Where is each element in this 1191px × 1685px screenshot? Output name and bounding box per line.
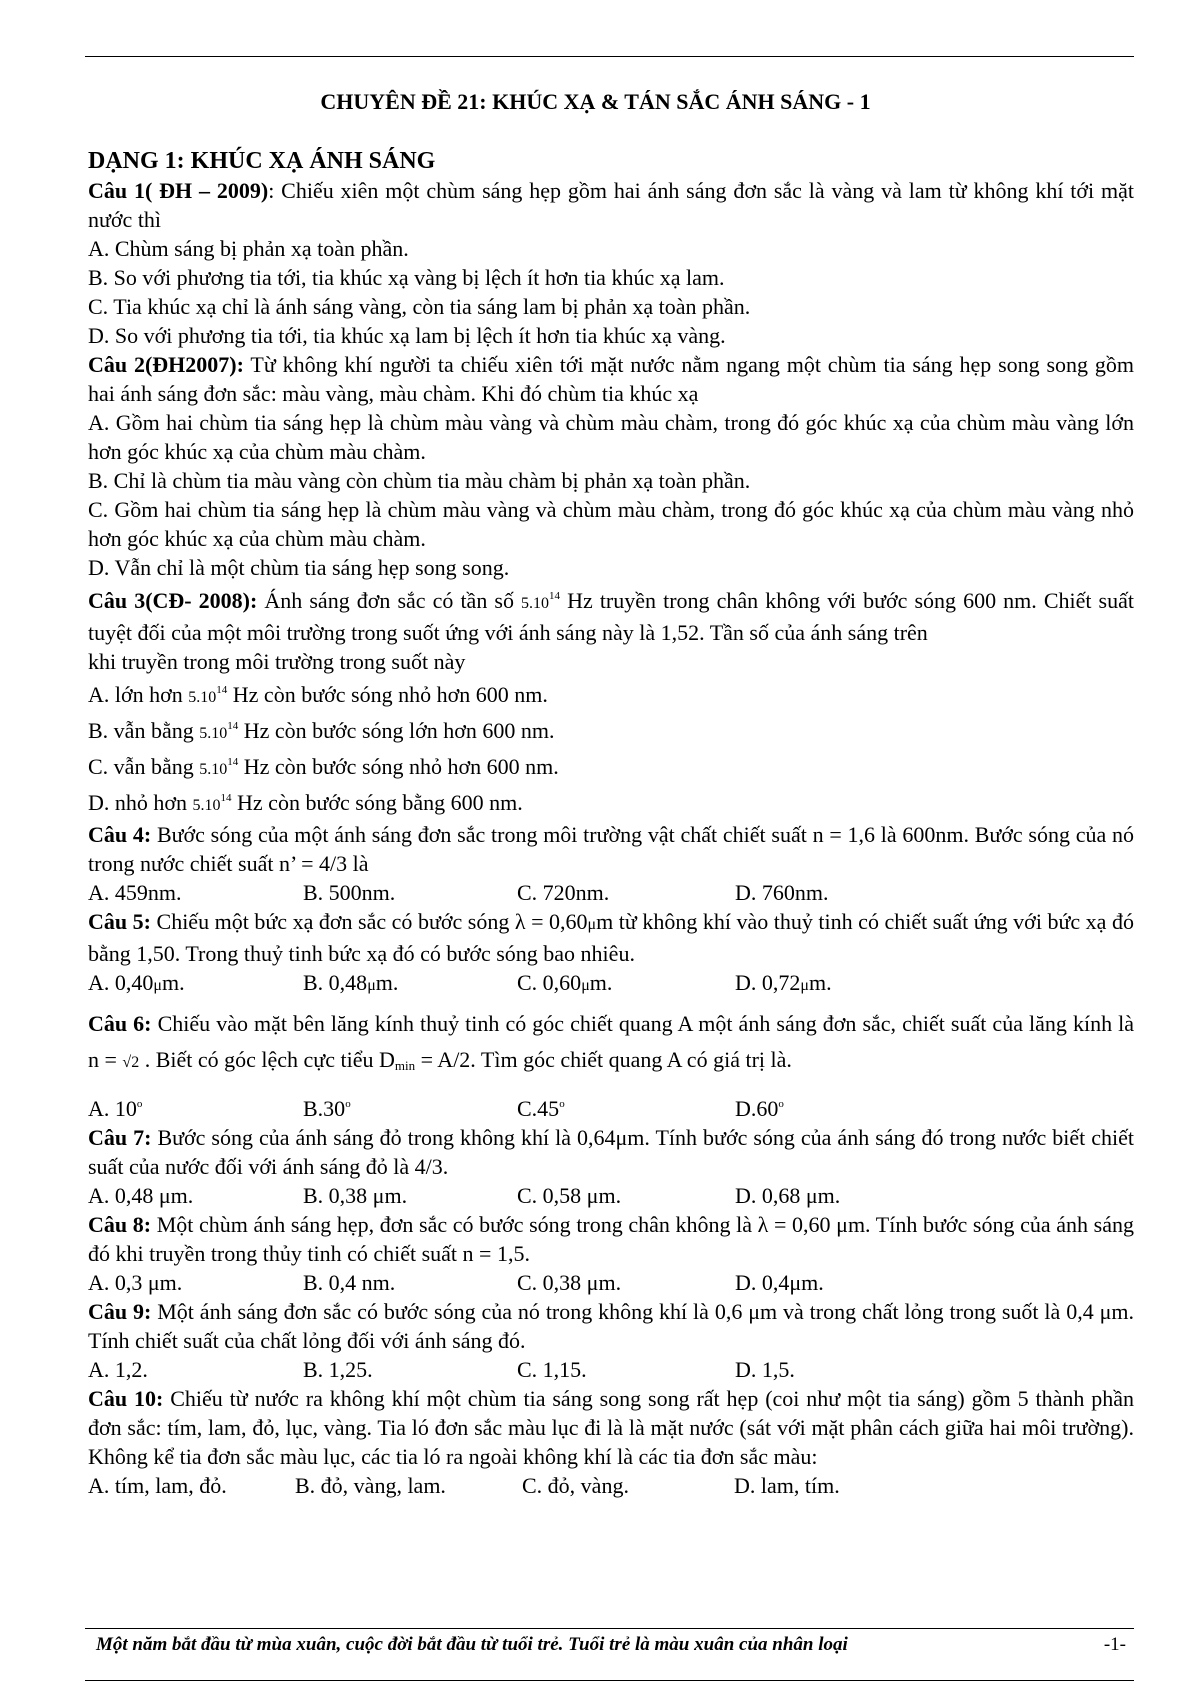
option-b: B. 500nm. [303, 880, 396, 905]
frequency-value: 5.10 [188, 689, 217, 706]
option-text: D. nhỏ hơn [88, 790, 193, 815]
question-label: Câu 10: [88, 1386, 164, 1411]
frequency-exponent: 14 [549, 590, 561, 602]
sqrt-expression: √2 [122, 1054, 140, 1071]
option-text: C. 0,60 [517, 970, 582, 995]
question-text: Chiếu từ nước ra không khí một chùm tia sáng song song rất hẹp (coi như một tia sáng) gồm 5 thành phần đơn sắc: tím, lam, đỏ, lục, vàng. Tia ló đơn sắc màu lục đi là là mặt nước (sát với mặt phân cách giữa hai môi trường). Không kể tia đơn sắc màu lục, các tia ló ra ngoài không khí là các tia đơn sắc màu: [88, 1386, 1135, 1469]
option-d: D. lam, tím. [734, 1473, 840, 1498]
frequency-value: 5.10 [521, 595, 550, 612]
option-d: D. 1,5. [735, 1357, 795, 1382]
option-c [517, 968, 735, 1000]
option-text: Hz còn bước sóng bằng 600 nm. [231, 790, 523, 815]
frequency-value: 5.10 [192, 797, 221, 814]
option-c [517, 1090, 735, 1123]
mu-symbol: μ [800, 977, 809, 994]
question-label: Câu 1( ĐH – 2009) [88, 178, 269, 203]
degree-symbol: o [778, 1098, 784, 1110]
option-b [303, 968, 517, 1000]
question-2 [88, 350, 1134, 408]
option-b: B. 0,38 μm. [303, 1183, 408, 1208]
question-text: : Chiếu xiên một chùm sáng hẹp gồm hai ánh sáng đơn sắc là vàng và lam từ không khí tới mặt nước thì [88, 178, 1134, 232]
mu-symbol: μ [587, 916, 597, 933]
question-label: Câu 5: [88, 909, 151, 934]
frequency-exponent: 14 [220, 792, 232, 804]
question-text: = A/2. Tìm góc chiết quang A có giá trị là. [415, 1047, 792, 1072]
degree-symbol: o [136, 1098, 143, 1110]
option-text: Hz còn bước sóng nhỏ hơn 600 nm. [227, 682, 548, 707]
option-b: B. Chỉ là chùm tia màu vàng còn chùm tia màu chàm bị phản xạ toàn phần. [88, 468, 751, 493]
option-c: C. Tia khúc xạ chỉ là ánh sáng vàng, còn tia sáng lam bị phản xạ toàn phần. [88, 294, 751, 319]
document-body [88, 146, 1134, 1500]
question-8 [88, 1210, 1134, 1268]
option-text: C. vẫn bằng [88, 754, 200, 779]
degree-symbol: o [345, 1098, 351, 1110]
question-label: Câu 8: [88, 1212, 152, 1237]
frequency-exponent: 14 [216, 684, 228, 696]
footer-bottom-rule [85, 1680, 1134, 1681]
subscript-min: min [394, 1058, 416, 1073]
question-text: = 0,60 [525, 909, 588, 934]
option-text: C.45 [517, 1096, 560, 1121]
frequency-exponent: 14 [227, 720, 239, 732]
question-text: Hz truyền trong chân không với bước sóng 600 nm. Chiết suất tuyệt đối của một môi trường trong suốt ứng với ánh sáng này là 1,52. Tần số của ánh sáng trên [88, 588, 1134, 645]
option-text: Hz còn bước sóng lớn hơn 600 nm. [238, 718, 555, 743]
footer-rule [85, 1628, 1134, 1629]
option-a: A. 0,3 μm. [88, 1270, 183, 1295]
question-text-continued: khi truyền trong môi trường trong suốt này [88, 649, 466, 674]
question-7 [88, 1123, 1134, 1181]
footer-motto: Một năm bắt đầu từ mùa xuân, cuộc đời bắt đầu từ tuổi trẻ. Tuổi trẻ là màu xuân của nhân loại [96, 1634, 848, 1655]
question-1 [88, 176, 1134, 234]
option-d: D. 760nm. [735, 880, 829, 905]
option-b: B. So với phương tia tới, tia khúc xạ vàng bị lệch ít hơn tia khúc xạ lam. [88, 265, 725, 290]
option-a: A. 1,2. [88, 1357, 148, 1382]
question-4 [88, 820, 1134, 878]
frequency-value: 5.10 [199, 761, 228, 778]
option-a [88, 968, 303, 1000]
question-label: Câu 9: [88, 1299, 152, 1324]
frequency-exponent: 14 [227, 756, 239, 768]
section-heading: DẠNG 1: KHÚC XẠ ÁNH SÁNG [88, 148, 436, 174]
question-text: . Biết có góc lệch cực tiểu D [139, 1047, 395, 1072]
option-a: A. 459nm. [88, 880, 182, 905]
question-3 [88, 582, 1134, 647]
option-a: A. Gồm hai chùm tia sáng hẹp là chùm màu vàng và chùm màu chàm, trong đó góc khúc xạ của chùm màu vàng lớn hơn góc khúc xạ của chùm màu chàm. [88, 410, 1134, 464]
options-row [88, 968, 1134, 1000]
option-c: C. 0,38 μm. [517, 1270, 622, 1295]
option-b: B. 0,4 nm. [303, 1270, 396, 1295]
question-text: Từ không khí người ta chiếu xiên tới mặt nước nằm ngang một chùm tia sáng hẹp song song gồm hai ánh sáng đơn sắc: màu vàng, màu chàm. Khi đó chùm tia khúc xạ [88, 352, 1134, 406]
page-number: -1- [1103, 1634, 1126, 1655]
degree-symbol: o [559, 1098, 565, 1110]
option-c: C. Gồm hai chùm tia sáng hẹp là chùm màu vàng và chùm màu chàm, trong đó góc khúc xạ của chùm màu vàng nhỏ hơn góc khúc xạ của chùm màu chàm. [88, 497, 1134, 551]
question-9 [88, 1297, 1134, 1355]
option-text: A. 0,40 [88, 970, 154, 995]
option-a [88, 1090, 303, 1123]
lambda-symbol: λ [514, 909, 526, 934]
unit-text: m. [808, 970, 832, 995]
option-text: Hz còn bước sóng nhỏ hơn 600 nm. [238, 754, 559, 779]
option-d: D. 0,4μm. [735, 1270, 824, 1295]
page-title: CHUYÊN ĐỀ 21: KHÚC XẠ & TÁN SẮC ÁNH SÁNG - 1 [320, 89, 871, 114]
mu-symbol: μ [367, 977, 376, 994]
question-text: Bước sóng của một ánh sáng đơn sắc trong môi trường vật chất chiết suất n = 1,6 là 600nm. Bước sóng của nó trong nước chiết suất n’ = 4/3 là [88, 822, 1135, 876]
option-d: D. 0,68 μm. [735, 1183, 841, 1208]
question-label: Câu 7: [88, 1125, 152, 1150]
option-d [88, 784, 1134, 820]
option-text: A. 10 [88, 1096, 137, 1121]
options-row [88, 1355, 1134, 1384]
frequency-value: 5.10 [199, 725, 228, 742]
options-row [88, 1471, 1134, 1500]
option-c: C. 1,15. [517, 1357, 587, 1382]
question-5 [88, 907, 1134, 968]
mu-symbol: μ [153, 977, 162, 994]
question-text: Bước sóng của ánh sáng đỏ trong không khí là 0,64μm. Tính bước sóng của ánh sáng đó trong nước biết chiết suất của nước đối với ánh sáng đỏ là 4/3. [88, 1125, 1134, 1179]
question-text: Chiếu một bức xạ đơn sắc có bước sóng [150, 909, 515, 934]
question-text: m từ không khí vào thuỷ tinh có chiết suất ứng với bức xạ đó bằng 1,50. Trong thuỷ tinh bức xạ đó có bước sóng bao nhiêu. [88, 909, 1134, 966]
question-text: Một ánh sáng đơn sắc có bước sóng của nó trong không khí là 0,6 μm và trong chất lỏng trong suốt là 0,4 μm. Tính chiết suất của chất lỏng đối với ánh sáng đó. [88, 1299, 1134, 1353]
option-b: B. 1,25. [303, 1357, 373, 1382]
question-text: Chiếu vào mặt bên lăng kính thuỷ tinh có góc chiết quang A một ánh sáng đơn sắc, chiết suất của lăng kính là n = [88, 1011, 1135, 1072]
option-a: A. 0,48 μm. [88, 1183, 194, 1208]
options-row [88, 1090, 1134, 1123]
question-label: Câu 3(CĐ- 2008): [88, 588, 258, 613]
option-text: B. 0,48 [303, 970, 368, 995]
question-label: Câu 6: [88, 1011, 152, 1036]
unit-text: m. [161, 970, 185, 995]
question-10 [88, 1384, 1134, 1471]
option-text: A. lớn hơn [88, 682, 189, 707]
mu-symbol: μ [581, 977, 590, 994]
options-row [88, 1268, 1134, 1297]
page-footer [96, 1634, 1126, 1656]
unit-text: m. [589, 970, 613, 995]
question-label: Câu 4: [88, 822, 152, 847]
option-d [735, 1090, 935, 1123]
option-d [735, 968, 935, 1000]
option-text: D. 0,72 [735, 970, 801, 995]
option-text: B. vẫn bằng [88, 718, 200, 743]
question-text: Ánh sáng đơn sắc có tần số [257, 588, 522, 613]
option-c [88, 748, 1134, 784]
option-text: B.30 [303, 1096, 346, 1121]
option-d: D. So với phương tia tới, tia khúc xạ lam bị lệch ít hơn tia khúc xạ vàng. [88, 323, 726, 348]
option-c: C. 0,58 μm. [517, 1183, 622, 1208]
option-a: A. Chùm sáng bị phản xạ toàn phần. [88, 236, 409, 261]
header-rule [85, 56, 1134, 57]
question-label: Câu 2(ĐH2007): [88, 352, 244, 377]
question-6 [88, 1006, 1134, 1084]
unit-text: m. [375, 970, 399, 995]
option-b [303, 1090, 517, 1123]
options-row [88, 878, 1134, 907]
option-b: B. đỏ, vàng, lam. [295, 1473, 446, 1498]
option-text: D.60 [735, 1096, 779, 1121]
option-a [88, 676, 1134, 712]
option-b [88, 712, 1134, 748]
question-text: Một chùm ánh sáng hẹp, đơn sắc có bước sóng trong chân không là λ = 0,60 μm. Tính bước sóng của ánh sáng đó khi truyền trong thủy tinh có chiết suất n = 1,5. [88, 1212, 1135, 1266]
option-c: C. đỏ, vàng. [522, 1473, 629, 1498]
option-c: C. 720nm. [517, 880, 610, 905]
options-row [88, 1181, 1134, 1210]
option-d: D. Vẫn chỉ là một chùm tia sáng hẹp song song. [88, 555, 510, 580]
option-a: A. tím, lam, đỏ. [88, 1473, 227, 1498]
